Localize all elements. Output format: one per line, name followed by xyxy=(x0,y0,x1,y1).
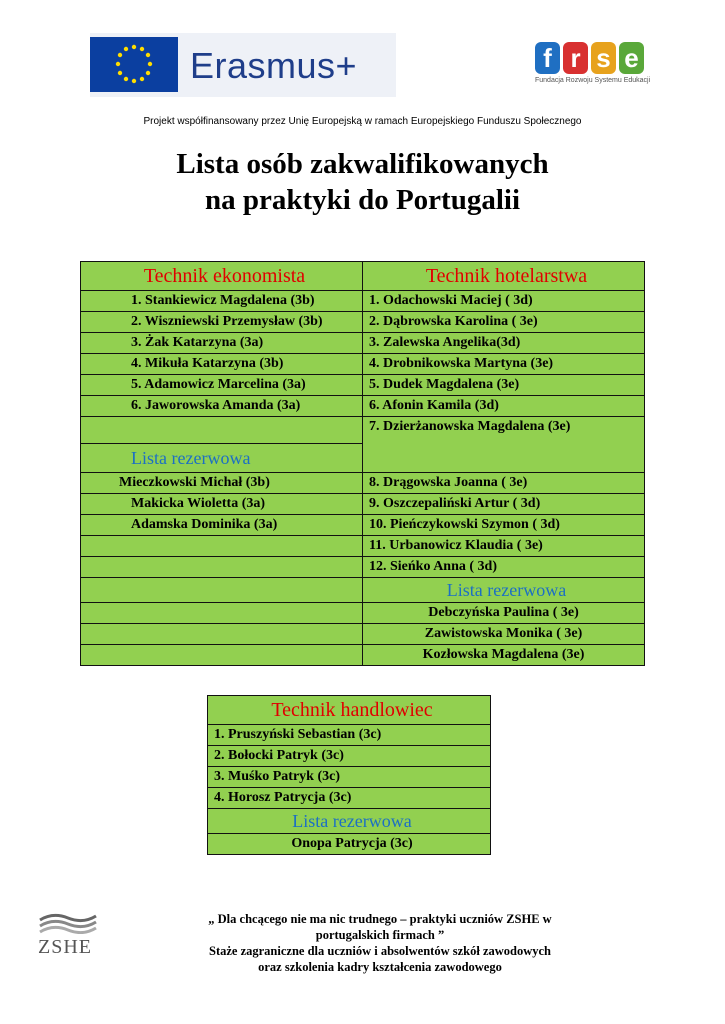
empty-cell xyxy=(81,557,363,578)
ekonomista-reserve-item: Adamska Dominika (3a) xyxy=(81,515,363,536)
table-row xyxy=(208,746,491,767)
ekonomista-item: 3. Żak Katarzyna (3a) xyxy=(81,333,363,354)
hotelarstwa-item: 5. Dudek Magdalena (3e) xyxy=(363,375,645,396)
frse-subtitle: Fundacja Rozwoju Systemu Edukacji xyxy=(535,77,651,84)
ekonomista-item: 5. Adamowicz Marcelina (3a) xyxy=(81,375,363,396)
frse-letter: f xyxy=(535,42,560,74)
ekonomista-item: 6. Jaworowska Amanda (3a) xyxy=(81,396,363,417)
footer-line-3: Staże zagraniczne dla uczniów i absolwentów szkół zawodowych xyxy=(209,944,551,958)
hotelarstwa-item: 11. Urbanowicz Klaudia ( 3e) xyxy=(363,536,645,557)
hotelarstwa-item: 8. Drągowska Joanna ( 3e) xyxy=(363,473,645,494)
table-row xyxy=(81,624,645,645)
hotelarstwa-item: 7. Dzierżanowska Magdalena (3e) xyxy=(363,417,645,473)
table-row xyxy=(81,494,645,515)
ekonomista-item: 2. Wiszniewski Przemysław (3b) xyxy=(81,312,363,333)
hotelarstwa-item: 9. Oszczepaliński Artur ( 3d) xyxy=(363,494,645,515)
waves-icon xyxy=(38,912,98,934)
hotelarstwa-item: 12. Sieńko Anna ( 3d) xyxy=(363,557,645,578)
empty-cell xyxy=(81,417,363,444)
handlowiec-reserve-item: Onopa Patrycja (3c) xyxy=(208,834,491,855)
hotelarstwa-reserve-item: Zawistowska Monika ( 3e) xyxy=(363,624,645,645)
table-row xyxy=(81,375,645,396)
title-line-1: Lista osób zakwalifikowanych xyxy=(176,148,549,180)
handlowiec-reserve-heading: Lista rezerwowa xyxy=(208,809,491,834)
table-row xyxy=(208,788,491,809)
hotelarstwa-reserve-item: Debczyńska Paulina ( 3e) xyxy=(363,603,645,624)
ekonomista-item: 1. Stankiewicz Magdalena (3b) xyxy=(81,291,363,312)
heading-ekonomista: Technik ekonomista xyxy=(81,262,363,291)
hotelarstwa-item: 10. Pieńczykowski Szymon ( 3d) xyxy=(363,515,645,536)
frse-letter: e xyxy=(619,42,644,74)
table-row xyxy=(208,834,491,855)
handlowiec-table xyxy=(207,695,491,855)
frse-letters xyxy=(535,42,655,74)
hotelarstwa-item: 3. Zalewska Angelika(3d) xyxy=(363,333,645,354)
table-row xyxy=(81,515,645,536)
frse-logo xyxy=(535,42,655,102)
ekonomista-reserve-item: Makicka Wioletta (3a) xyxy=(81,494,363,515)
handlowiec-item: 3. Muśko Patryk (3c) xyxy=(208,767,491,788)
empty-cell xyxy=(81,603,363,624)
table-row xyxy=(81,645,645,666)
handlowiec-item: 2. Bołocki Patryk (3c) xyxy=(208,746,491,767)
table-row xyxy=(81,354,645,375)
handlowiec-item: 1. Pruszyński Sebastian (3c) xyxy=(208,725,491,746)
heading-hotelarstwa: Technik hotelarstwa xyxy=(363,262,645,291)
table-row xyxy=(208,809,491,834)
table-header-row xyxy=(81,262,645,291)
eu-flag-icon xyxy=(90,37,178,92)
table-row xyxy=(81,396,645,417)
frse-letter: s xyxy=(591,42,616,74)
table-header-row xyxy=(208,696,491,725)
erasmus-logo xyxy=(90,33,396,97)
table-row xyxy=(81,603,645,624)
table-row xyxy=(81,333,645,354)
empty-cell xyxy=(81,624,363,645)
footer-line-4: oraz szkolenia kadry kształcenia zawodowego xyxy=(258,960,502,974)
heading-handlowiec: Technik handlowiec xyxy=(208,696,491,725)
empty-cell xyxy=(81,645,363,666)
table-row xyxy=(81,291,645,312)
cofunding-note: Projekt współfinansowany przez Unię Europejską w ramach Europejskiego Funduszu Społecznego xyxy=(143,116,582,127)
hotelarstwa-item: 2. Dąbrowska Karolina ( 3e) xyxy=(363,312,645,333)
footer-line-1: „ Dla chcącego nie ma nic trudnego – praktyki uczniów ZSHE w xyxy=(208,912,552,926)
hotelarstwa-item: 6. Afonin Kamila (3d) xyxy=(363,396,645,417)
footer-line-2: portugalskich firmach ” xyxy=(315,928,445,942)
footer-text xyxy=(140,911,620,975)
table-row xyxy=(81,578,645,603)
ekonomista-reserve-item: Mieczkowski Michał (3b) xyxy=(81,473,363,494)
handlowiec-item: 4. Horosz Patrycja (3c) xyxy=(208,788,491,809)
page-title xyxy=(0,146,725,218)
title-line-2: na praktyki do Portugalii xyxy=(204,184,521,216)
table-row xyxy=(208,725,491,746)
frse-letter: r xyxy=(563,42,588,74)
hotelarstwa-reserve-item: Kozłowska Magdalena (3e) xyxy=(363,645,645,666)
table-row xyxy=(81,312,645,333)
hotelarstwa-reserve-heading: Lista rezerwowa xyxy=(363,578,645,603)
table-row xyxy=(81,557,645,578)
zshe-logo-text: ZSHE xyxy=(38,936,92,958)
hotelarstwa-item: 4. Drobnikowska Martyna (3e) xyxy=(363,354,645,375)
ekonomista-item: 4. Mikuła Katarzyna (3b) xyxy=(81,354,363,375)
ekonomista-reserve-heading: Lista rezerwowa xyxy=(81,444,363,473)
table-row xyxy=(208,767,491,788)
table-row xyxy=(81,536,645,557)
hotelarstwa-item: 1. Odachowski Maciej ( 3d) xyxy=(363,291,645,312)
table-row xyxy=(81,417,645,444)
empty-cell xyxy=(81,536,363,557)
main-table xyxy=(80,261,645,666)
erasmus-label: Erasmus+ xyxy=(190,45,358,86)
empty-cell xyxy=(81,578,363,603)
zshe-logo xyxy=(38,912,118,960)
table-row xyxy=(81,473,645,494)
